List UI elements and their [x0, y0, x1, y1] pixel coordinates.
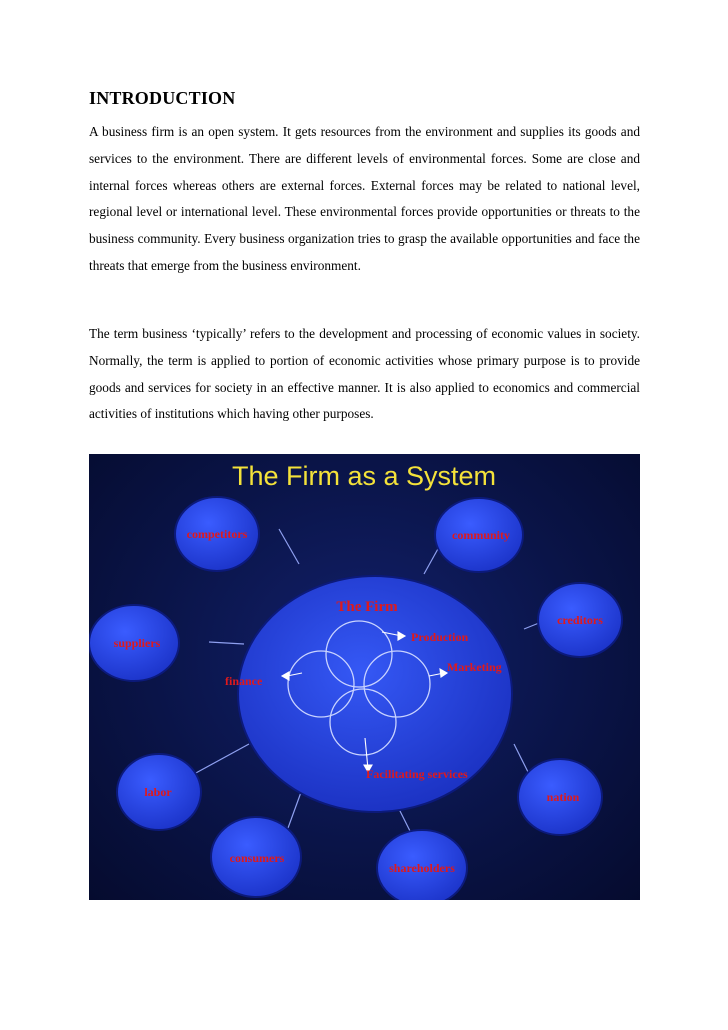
label-shareholders: shareholders [389, 861, 455, 875]
label-marketing: Marketing [447, 660, 502, 674]
diagram-title: The Firm as a System [231, 461, 497, 491]
label-creditors: creditors [557, 613, 603, 627]
label-consumers: consumers [229, 851, 285, 865]
section-heading: INTRODUCTION [89, 88, 236, 108]
label-finance: finance [225, 674, 263, 688]
label-production: Production [411, 630, 469, 644]
firm-system-diagram [89, 454, 640, 900]
label-community: community [452, 528, 510, 542]
paragraph-2: The term business ‘typically’ refers to the development and processing of economic values in society. Normally, the term is applied to portion of economic activities whose primary purpose is to provide goods and services for society in an effective manner. It is also applied to economics and commercial activities of institutions which having other purposes. [89, 326, 640, 422]
diagram-svg [89, 454, 640, 900]
label-facilitating-services: Facilitating services [366, 767, 468, 781]
label-the-firm: The Firm [336, 599, 398, 615]
label-nation: nation [546, 790, 580, 804]
paragraph-1: A business firm is an open system. It gets resources from the environment and supplies its goods and services to the environment. There are different levels of environmental forces. Some are close and internal forces whereas others are external forces. External forces may be related to national level, regional level or international level. These environmental forces provide opportunities or threats to the business community. Every business organization tries to grasp the available opportunities and face the threats that emerge from the business environment. [89, 124, 640, 273]
label-competitors: competitors [186, 527, 248, 541]
label-suppliers: suppliers [113, 636, 161, 650]
label-labor: labor [144, 785, 172, 799]
